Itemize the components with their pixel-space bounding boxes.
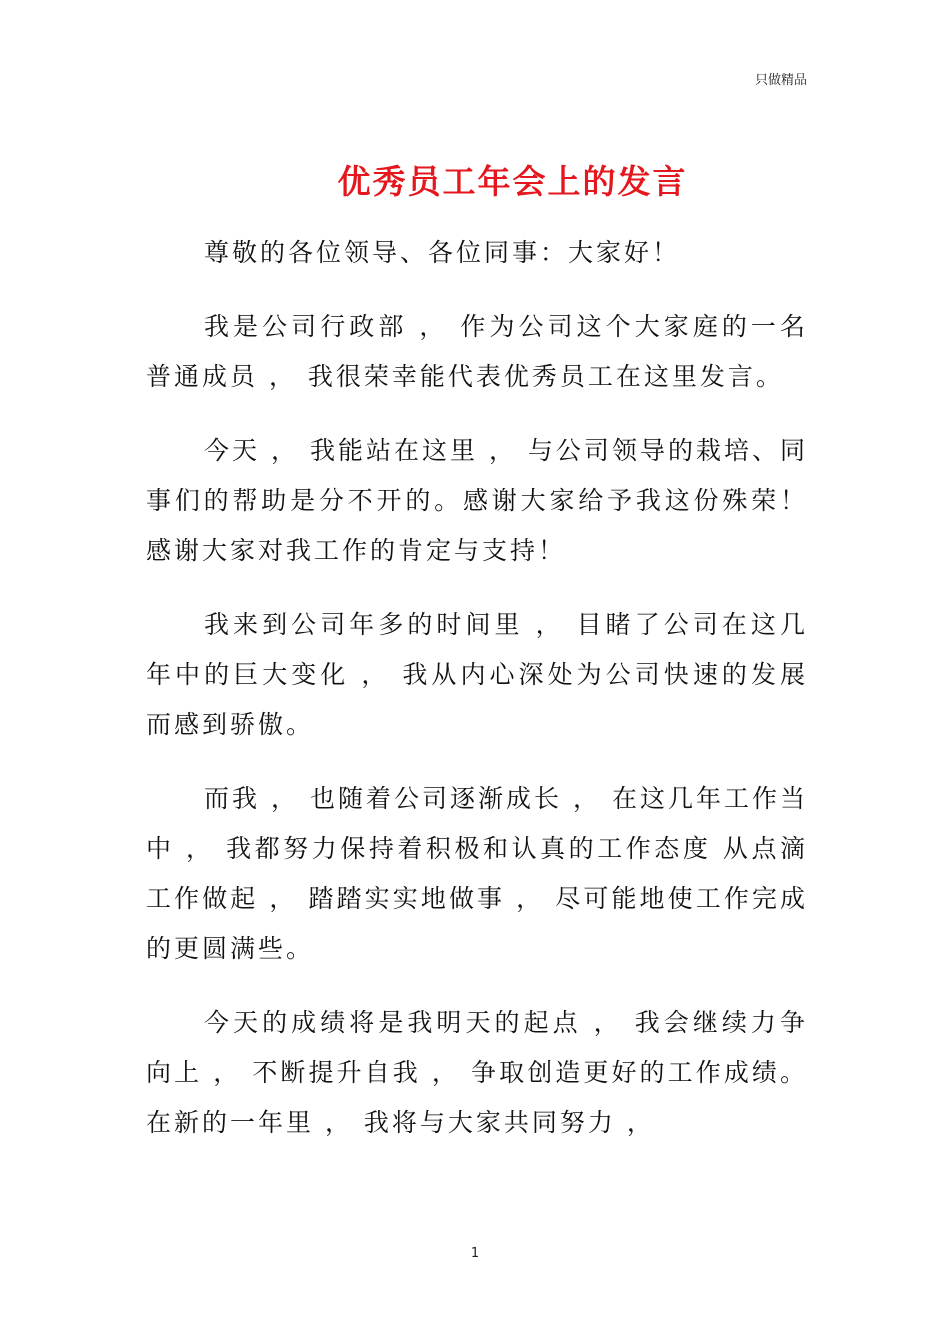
document-title: 优秀员工年会上的发言	[337, 162, 688, 201]
paragraph-introduction: 我是公司行政部 ， 作为公司这个大家庭的一名普通成员 ， 我很荣幸能代表优秀员工在这里发言。	[146, 312, 808, 391]
paragraph-greeting: 尊敬的各位领导、各位同事：大家好！	[204, 238, 681, 267]
document-body	[146, 228, 808, 1172]
paragraph-thanks: 今天 ， 我能站在这里 ， 与公司领导的栽培、同事们的帮助是分不开的。感谢大家给予我这份殊荣！感谢大家对我工作的肯定与支持！	[146, 436, 808, 565]
header-note: 只做精品	[754, 73, 807, 88]
paragraph-future: 今天的成绩将是我明天的起点 ， 我会继续力争向上 ， 不断提升自我 ， 争取创造更好的工作成绩。在新的一年里 ， 我将与大家共同努力 ，	[146, 1008, 808, 1137]
paragraph-work-attitude: 而我 ， 也随着公司逐渐成长 ， 在这几年工作当中 ， 我都努力保持着积极和认真的工作态度 从点滴工作做起 ， 踏踏实实地做事 ， 尽可能地使工作完成的更圆满些。	[146, 784, 808, 963]
page-number: 1	[470, 1246, 480, 1261]
paragraph-company-growth: 我来到公司年多的时间里 ， 目睹了公司在这几年中的巨大变化 ， 我从内心深处为公司快速的发展而感到骄傲。	[146, 610, 808, 739]
